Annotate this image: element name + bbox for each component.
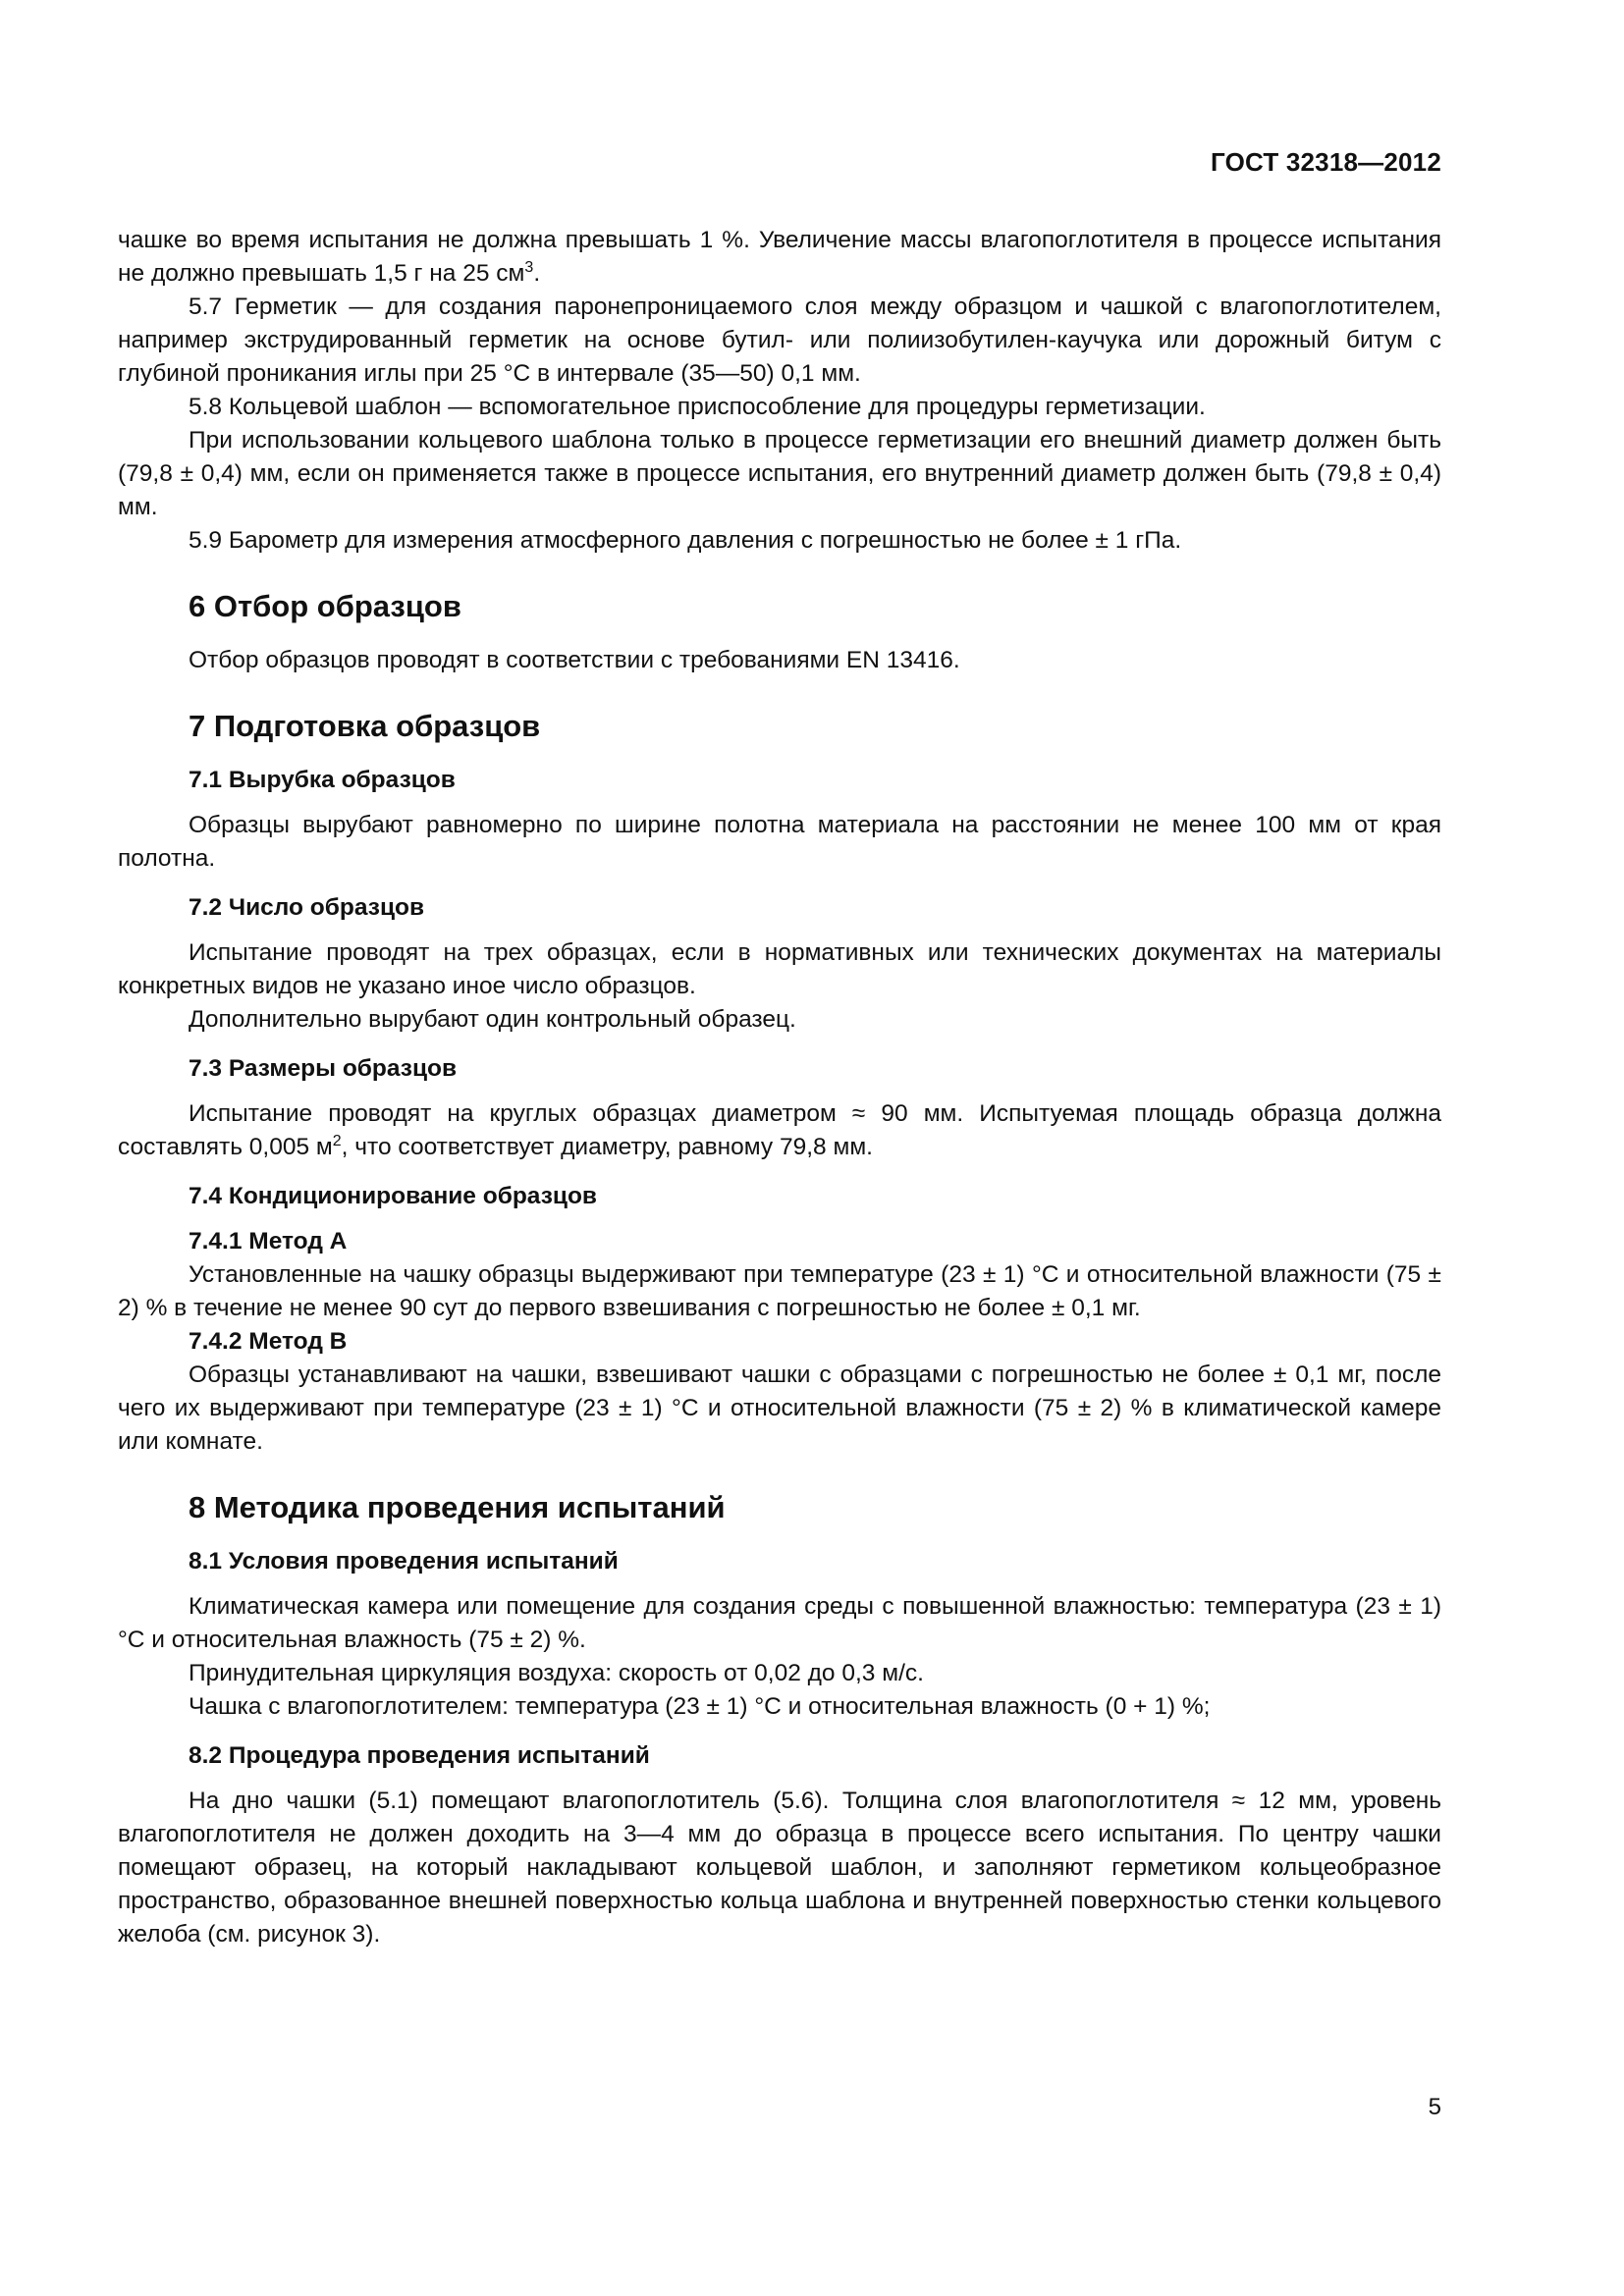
subsection-7-2-text-2: Дополнительно вырубают один контрольный образец.: [189, 1006, 796, 1033]
superscript: 2: [332, 1133, 342, 1149]
subsection-8-1-text-3: Чашка с влагопоглотителем: температура (23 ± 1) °С и относительная влажность (0 + 1) %;: [189, 1693, 1211, 1720]
subsection-7-4-1-heading: 7.4.1 Метод А: [189, 1228, 348, 1255]
paragraph-5-9: 5.9 Барометр для измерения атмосферного давления с погрешностью не более ± 1 гПа.: [189, 527, 1182, 554]
document-body: [118, 224, 1441, 1951]
subsection-8-1-heading: 8.1 Условия проведения испытаний: [189, 1548, 619, 1575]
subsection-7-1-heading: 7.1 Вырубка образцов: [189, 767, 456, 793]
text-fragment: , что соответствует диаметру, равному 79,8 мм.: [341, 1134, 873, 1160]
text-fragment: .: [533, 260, 541, 287]
paragraph-5-7: 5.7 Герметик — для создания паронепроницаемого слоя между образцом и чашкой с влагопоглотителем, например экструдированный герметик на основе бутил- или полиизобутилен-каучука или дорожный битум с глубиной проникания иглы при 25 °С в интервале (35—50) 0,1 мм.: [118, 294, 1441, 387]
subsection-7-2-text: Испытание проводят на трех образцах, если в нормативных или технических документах на материалы конкретных видов не указано иное число образцов.: [118, 939, 1441, 999]
document-header: ГОСТ 32318—2012: [1211, 147, 1441, 177]
subsection-7-2-heading: 7.2 Число образцов: [189, 894, 425, 921]
paragraph-5-6-continued: [118, 224, 1441, 291]
text-fragment: чашке во время испытания не должна превышать 1 %. Увеличение массы влагопоглотителя в процессе испытания не должно превышать 1,5 г на 25 см: [118, 227, 1441, 287]
subsection-7-4-2-text: Образцы устанавливают на чашки, взвешивают чашки с образцами с погрешностью не более ± 0,1 мг, после чего их выдерживают при температуре (23 ± 1) °С и относительной влажности (75 ± 2) % в климатической камере или комнате.: [118, 1362, 1441, 1455]
subsection-8-1-text-2: Принудительная циркуляция воздуха: скорость от 0,02 до 0,3 м/с.: [189, 1660, 924, 1686]
superscript: 3: [524, 259, 534, 276]
section-7-heading: 7 Подготовка образцов: [189, 709, 541, 743]
subsection-7-4-2-heading: 7.4.2 Метод В: [189, 1328, 348, 1355]
paragraph-5-8: 5.8 Кольцевой шаблон — вспомогательное приспособление для процедуры герметизации.: [189, 394, 1206, 420]
subsection-7-4-heading: 7.4 Кондиционирование образцов: [189, 1183, 597, 1209]
paragraph-5-8-detail: При использовании кольцевого шаблона только в процессе герметизации его внешний диаметр должен быть (79,8 ± 0,4) мм, если он применяется также в процессе испытания, его внутренний диаметр должен быть (79,8 ± 0,4) мм.: [118, 427, 1441, 520]
section-8-heading: 8 Методика проведения испытаний: [189, 1490, 726, 1524]
subsection-8-2-heading: 8.2 Процедура проведения испытаний: [189, 1742, 650, 1769]
subsection-7-3-text: [118, 1097, 1441, 1164]
subsection-8-1-text: Климатическая камера или помещение для создания среды с повышенной влажностью: температура (23 ± 1) °С и относительная влажность (75 ± 2) %.: [118, 1593, 1441, 1653]
subsection-8-2-text: На дно чашки (5.1) помещают влагопоглотитель (5.6). Толщина слоя влагопоглотителя ≈ 12 мм, уровень влагопоглотителя не должен доходить на 3—4 мм до образца в процессе всего испытания. По центру чашки помещают образец, на который накладывают кольцевой шаблон, и заполняют герметиком кольцеобразное пространство, образованное внешней поверхностью кольца шаблона и внутренней поверхностью стенки кольцевого желоба (см. рисунок 3).: [118, 1788, 1441, 1948]
page-number: 5: [1428, 2094, 1441, 2120]
text-fragment: Испытание проводят на круглых образцах диаметром ≈ 90 мм. Испытуемая площадь образца должна составлять 0,005 м: [118, 1100, 1441, 1160]
subsection-7-1-text: Образцы вырубают равномерно по ширине полотна материала на расстоянии не менее 100 мм от края полотна.: [118, 812, 1441, 872]
subsection-7-4-1-text: Установленные на чашку образцы выдерживают при температуре (23 ± 1) °С и относительной влажности (75 ± 2) % в течение не менее 90 сут до первого взвешивания с погрешностью не более ± 0,1 мг.: [118, 1261, 1441, 1321]
section-6-heading: 6 Отбор образцов: [189, 589, 461, 623]
section-6-text: Отбор образцов проводят в соответствии с требованиями EN 13416.: [189, 647, 960, 673]
subsection-7-3-heading: 7.3 Размеры образцов: [189, 1055, 458, 1082]
